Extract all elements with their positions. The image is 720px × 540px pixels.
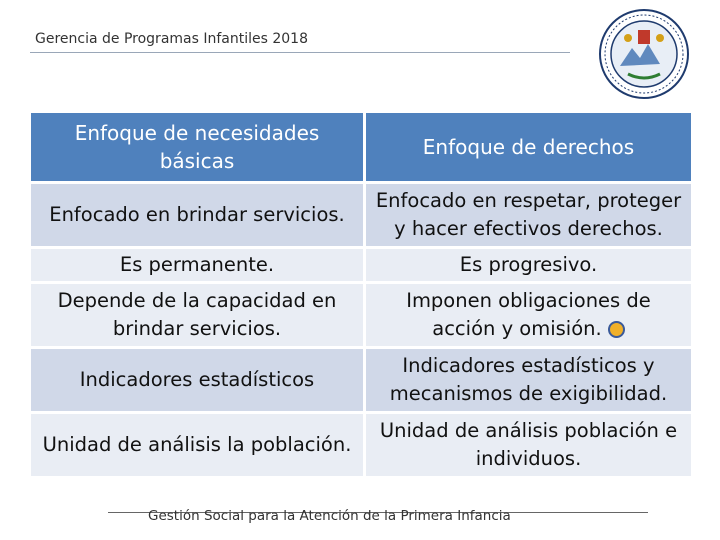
table-cell-with-marker <box>366 284 691 346</box>
header-divider <box>30 52 570 53</box>
footer-text: Gestión Social para la Atención de la Primera Infancia <box>148 508 511 524</box>
circle-marker-icon <box>608 321 625 338</box>
table-cell: Indicadores estadísticos <box>79 368 315 391</box>
table-row <box>31 349 691 411</box>
column-header-basic-needs: Enfoque de necesidades básicas <box>31 113 363 181</box>
table-row <box>31 284 691 346</box>
table-row <box>31 414 691 476</box>
table-row <box>31 184 691 246</box>
table-cell: Unidad de análisis población e individuos. <box>379 419 678 470</box>
column-header-rights: Enfoque de derechos <box>366 113 691 181</box>
table-cell: Es progresivo. <box>459 253 598 276</box>
page-header-title: Gerencia de Programas Infantiles 2018 <box>35 31 308 47</box>
table-header-row <box>31 113 691 181</box>
table-row <box>31 249 691 281</box>
table-cell: Unidad de análisis la población. <box>42 433 352 456</box>
table-cell: Enfocado en brindar servicios. <box>49 203 345 226</box>
table-cell: Es permanente. <box>119 253 275 276</box>
table-cell: Indicadores estadísticos y mecanismos de exigibilidad. <box>389 354 668 405</box>
table-cell: Depende de la capacidad en brindar servicios. <box>57 289 337 340</box>
table-cell-text: Imponen obligaciones de acción y omisión. <box>406 289 651 340</box>
table-cell: Enfocado en respetar, proteger y hacer efectivos derechos. <box>375 189 682 240</box>
coat-of-arms-seal-icon <box>598 8 690 100</box>
comparison-table <box>28 110 694 479</box>
